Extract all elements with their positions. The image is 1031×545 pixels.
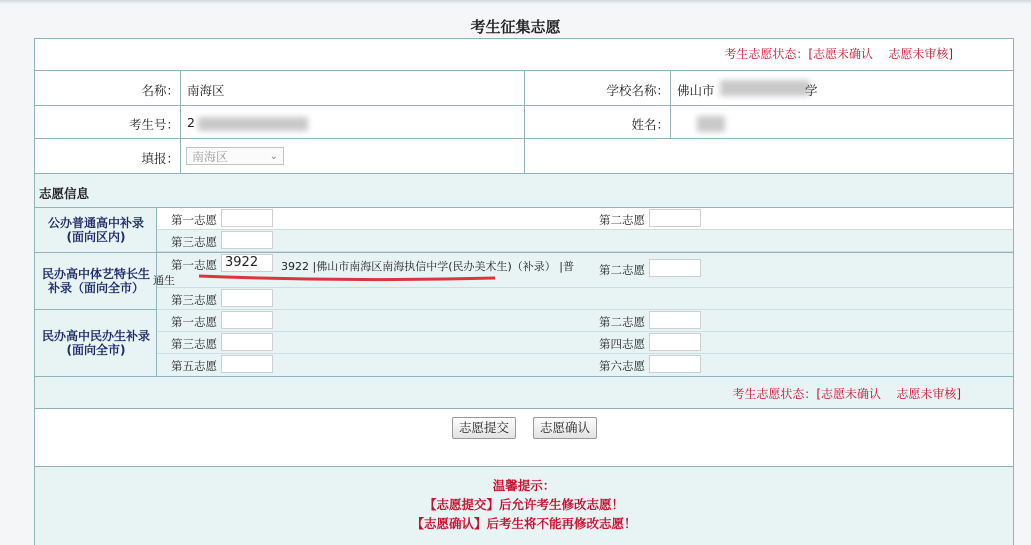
- choice3-input[interactable]: [221, 231, 273, 249]
- status-row-bottom: [35, 377, 1013, 409]
- exam-no-value: 2: [187, 115, 195, 130]
- status-row: [35, 39, 1013, 71]
- status-text-bottom: [732, 385, 961, 402]
- priv-choice1-label: 第一志愿: [171, 315, 217, 329]
- status-review: 志愿未审核]: [888, 47, 953, 61]
- priv-choice4-input[interactable]: [649, 333, 701, 351]
- art-choice3-label: 第三志愿: [171, 293, 217, 307]
- school-redaction: [720, 80, 810, 96]
- underline-annotation: [197, 273, 497, 283]
- tips-line2: 【志愿确认】后考生将不能再修改志愿！: [411, 516, 637, 531]
- school-value-a: 佛山市: [677, 83, 715, 98]
- tips-title: 温馨提示：: [492, 478, 556, 493]
- art-choice1-desc: 3922 |佛山市南海区南海执信中学(民办美术生)（补录） |普: [281, 260, 574, 273]
- priv-choice3-input[interactable]: [221, 333, 273, 351]
- page-title: 考生征集志愿: [470, 18, 561, 36]
- choice1-input[interactable]: [221, 209, 273, 227]
- priv-choice2-input[interactable]: [649, 311, 701, 329]
- buttons-row: [35, 409, 1013, 467]
- group-public: [35, 208, 1013, 253]
- submit-button[interactable]: 志愿提交: [452, 417, 516, 439]
- info-row-name: [35, 71, 1013, 106]
- priv-choice6-input[interactable]: [649, 355, 701, 373]
- info-row-exam: [35, 106, 1013, 139]
- priv-choice4-label: 第四志愿: [599, 337, 645, 351]
- art-choice2-label: 第二志愿: [599, 263, 645, 277]
- group-art-title: 民办高中体艺特长生 补录（面向全市）: [41, 267, 150, 295]
- name-label: 名称：: [141, 83, 179, 98]
- chevron-down-icon: ⌄: [269, 151, 278, 162]
- status-confirm-bottom: [志愿未确认: [816, 387, 882, 401]
- group-public-title: 公办普通高中补录 (面向区内): [47, 216, 144, 244]
- section-title: 志愿信息: [39, 186, 90, 201]
- group-art-sub2: [157, 288, 1013, 310]
- status-prefix: 考生志愿状态：: [724, 47, 809, 61]
- group-private-title: 民办高中民办生补录 (面向全市): [41, 329, 150, 357]
- status-prefix-bottom: 考生志愿状态：: [732, 387, 817, 401]
- status-text: [724, 45, 953, 62]
- exam-no-label: 考生号：: [128, 117, 179, 132]
- exam-no-redaction: [198, 117, 308, 131]
- group-public-sub2: [157, 230, 1013, 252]
- priv-choice5-input[interactable]: [221, 355, 273, 373]
- info-row-fill: [35, 139, 1013, 174]
- choice2-label: 第二志愿: [599, 213, 645, 227]
- group-art: [35, 253, 1013, 310]
- school-value-b: 学: [805, 83, 818, 98]
- top-border: [0, 0, 1031, 4]
- section-header: [35, 174, 1013, 208]
- art-choice2-input[interactable]: [649, 259, 701, 277]
- tips-line1: 【志愿提交】后允许考生修改志愿！: [423, 497, 624, 512]
- confirm-button[interactable]: 志愿确认: [533, 417, 597, 439]
- district-select[interactable]: [186, 147, 284, 165]
- group-private-sub1: [157, 310, 1013, 332]
- group-private-sub3: [157, 354, 1013, 376]
- group-private-sub2: [157, 332, 1013, 354]
- group-art-sub1: [153, 253, 1013, 288]
- fill-label: 填报：: [141, 151, 179, 166]
- district-select-value: 南海区: [192, 150, 229, 164]
- tips-row: [35, 467, 1013, 545]
- art-choice1-input[interactable]: 3922: [221, 254, 273, 272]
- name-value: 南海区: [187, 83, 225, 98]
- group-public-sub1: [157, 208, 1013, 230]
- priv-choice5-label: 第五志愿: [171, 359, 217, 373]
- group-private: [35, 310, 1013, 377]
- art-choice3-input[interactable]: [221, 289, 273, 307]
- art-choice1-desc2: 通生: [153, 274, 175, 287]
- school-label: 学校名称：: [606, 83, 669, 98]
- student-name-redaction: [697, 116, 725, 132]
- choice2-input[interactable]: [649, 209, 701, 227]
- student-name-label: 姓名：: [631, 117, 669, 132]
- priv-choice6-label: 第六志愿: [599, 359, 645, 373]
- status-confirm: [志愿未确认: [808, 47, 874, 61]
- choice3-label: 第三志愿: [171, 235, 217, 249]
- status-review-bottom: 志愿未审核]: [896, 387, 961, 401]
- priv-choice2-label: 第二志愿: [599, 315, 645, 329]
- priv-choice1-input[interactable]: [221, 311, 273, 329]
- choice1-label: 第一志愿: [171, 213, 217, 227]
- art-choice1-label: 第一志愿: [171, 258, 217, 272]
- form-frame: [34, 38, 1014, 545]
- priv-choice3-label: 第三志愿: [171, 337, 217, 351]
